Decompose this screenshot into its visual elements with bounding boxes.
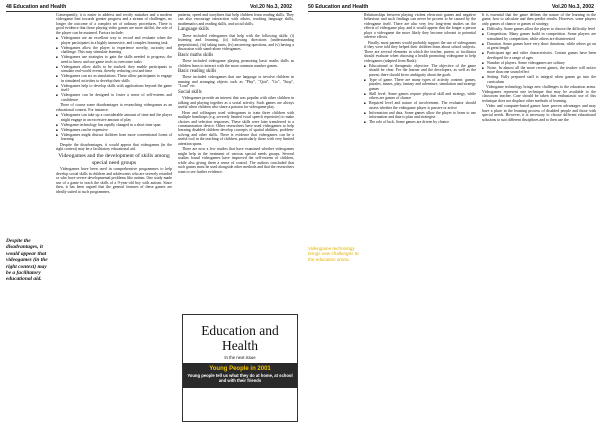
left-running-head (6, 4, 292, 12)
bullet-item: ■ Noise. In almost all the more recent games, the teacher will notice more than one sound effect (482, 66, 596, 75)
advert-subline: Young people tell us what they do at home, at school and with their friends (187, 373, 293, 383)
bullet-item: ■ Number of players. Some videogames are solitary (482, 61, 596, 65)
left-column-2 (178, 13, 294, 175)
paragraph: Despite the disadvantages, it would appear that videogames (in the right context) may be a facilitatory educational aid. (56, 142, 172, 152)
subheading: Language skills (178, 27, 209, 33)
bullet-item: ■ The role of luck. Some games are driven by chance (364, 120, 476, 124)
bullet-list (482, 27, 596, 84)
right-column-1 (364, 13, 476, 126)
bullet-item: ■ Videogames might distract children from more conventional forms of learning (56, 133, 172, 142)
paragraph: patterns, speed and storylines that help children learn reading skills. They can also encourage interaction with others, teaching language skills, mathematics and reading skills, and social skills. (178, 13, 294, 26)
paragraph: Videogame technology brings new challenges to the education arena. Videogames represent one technique that may be available to the classroom teacher. Care should be taken that enthusiastic use of this technique does not displace other methods of learning. (482, 85, 596, 103)
left-column-1 (56, 13, 172, 195)
subheading: Basic maths skills (178, 52, 214, 58)
paragraph: Consequently, it is easier to address and rectify mistakes and a modern videogame hint towards greater progress and a stream of challenges, no longer the outcome of a complex set of ordinary procedures. There is good evidence that those playing video games are more skilful, the role of the player can be assumed. Factors include: (56, 13, 172, 35)
advert-intro: In the next issue (224, 355, 256, 360)
paragraph: There are now a few studies that have examined whether videogames might help in the treatment of various special needs groups. Several studies found videogames have improved the self-esteem of children, while also giving them a sense of control. The authors concluded that such games must be used alongside other methods and that the researchers want to see further evidence. (178, 147, 294, 174)
bullet-item: ■ Videogames can be designed to foster a sense of self-esteem and confidence (56, 93, 172, 102)
bullet-item: ■ Skill level. Some games require physical skill and strategy, while others are games of chance (364, 92, 476, 101)
bullet-item: ■ Videogames can take up a considerable amount of time and the player might engage in an excessive amount of play (56, 113, 172, 122)
paragraph: Relationships between playing violent electronic games and negative behaviour and such findings can never be proven to be caused by the videogame itself. There are also very few long-term studies on the effects of videogame play, and it would appear that the longer a person plays a videogame the more likely they become tolerant to potential adverse effects. (364, 13, 476, 40)
bullet-item: ■ Participant age and other characteristics. Certain games have been developed for a range of ages (482, 51, 596, 60)
advert-headline: Young People in 2001 (209, 366, 271, 372)
bullet-item: ■ Videogames can act as simulations. These allow participants to engage in simulated activities to develop their skills (56, 74, 172, 83)
left-header-volume: Vol.20 No.3, 2002 (249, 4, 292, 10)
right-header-volume: Vol.20 No.3, 2002 (551, 4, 594, 10)
bullet-item: ■ Information and data. Some games allow the player to learn to use information and data to plan and strategise (364, 111, 476, 120)
bullet-item: ■ Type of game. There are many types of activity content: games, puzzles, mazes, play, fantasy and adventure, simulation and strategy games (364, 78, 476, 91)
right-running-head (308, 4, 594, 12)
bullet-item: ■ Videogames use strategies to gain the skills needed to progress; the need to know and use game tools to overcome tasks (56, 55, 172, 64)
bullet-item: ■ Setting. Fully prepared staff is integral when games go into the curriculum (482, 75, 596, 84)
bullet-item: ■ Competition. Many games build in competition. Some players are stimulated by competition, while others are disinterested (482, 32, 596, 41)
subheading: Social skills (178, 89, 202, 95)
left-pullquote: Despite the disadvantages, it would appear that videogames (in the right context) may be a facilitatory educational aid. (6, 238, 48, 283)
bullet-item: ■ Duration. Some games have very short durations, while others go on at great length (482, 42, 596, 51)
paragraph: It is essential that the game defines the nature of the learning in the game, how to calculate and then predict results. However, some players only games of chance or games of strategy. (482, 13, 596, 26)
bullet-item: ■ Difficulty. Some games allow the player to choose the difficulty level (482, 27, 596, 31)
bullet-item: ■ Videogames allow the player to experience novelty, curiosity and challenge. This may stimulate learning (56, 46, 172, 55)
right-column-2 (482, 13, 596, 123)
advert-title: Education and Health (201, 323, 279, 353)
paragraph: Horn and colleagues used videogames to train three children with multiple handicaps (e.g. severely limited vocal speech repertoire) to make choices and selection responses. These skills were later transferred to a communication device. Other researchers have used videogames to help learning disabled children develop concepts of spatial abilities, problem-solving and other skills. There is evidence that videogames can be a useful tool in the teaching of children, particularly those with very limited attention spans. (178, 110, 294, 146)
bullet-list (364, 64, 476, 125)
bullet-list (56, 113, 172, 142)
bullet-list (56, 36, 172, 102)
right-page (302, 0, 600, 424)
advert-band (183, 363, 297, 388)
paragraph: Finally, most parents would probably support the use of videogames if they were told they helped their children learn about school subjects. There are several elements in which the teacher, parent, or facilitator should evaluate when choosing a health promoting videogame to help videogames (adapted from Rusk): (364, 40, 476, 63)
paragraph: Videogames have been used in comprehensive programmes to help develop social skills in children and adolescents who are severely retarded or who have severe developmental problems like autism. One study made use of a game to teach the skills of a 9-year-old boy with autism. Since then, it has been argued that the general features of these games are ideally suited to such programmes. (56, 167, 172, 194)
paragraph: These included videogame playing promoting basic maths skills as children learn to interact with the more common number games. (178, 59, 294, 68)
bullet-item: ■ Educational or therapeutic objective. The objective of the game should be clear. For the learner and the developers, as well as the parent, there should be no ambiguity about the goals (364, 64, 476, 77)
paragraph: These included videogames that help with the following skills: (i) listening and learning, (ii) following directions (understanding prepositions), (iii) taking turns, (iv) answering questions, and (v) having a discussion with stand-alone videogames. (178, 33, 294, 52)
right-header-title: 50 Education and Health (308, 4, 369, 10)
section-heading: Videogames and the development of skills among special need groups (58, 153, 170, 166)
left-header-title: 48 Education and Health (6, 4, 67, 10)
paragraph: Video and computer-based games have proven advantages and may have a place in the learning process of disabled people and those with special needs. However, it is necessary to choose different educational solutions to suit different disciplines and to then use the (482, 104, 596, 122)
bullet-item: ■ Videogames allow skills to be tracked; they enable participants to simulate real-world events, thereby reducing cost and time (56, 65, 172, 74)
paragraph: These included videogames that use language or involve children in naming and arranging objects such as "Play", "Quit", "Go", "Stop", "Load" etc. (178, 75, 294, 89)
bullet-item: ■ Videogames can be expensive (56, 128, 172, 132)
bullet-item: ■ Required level and nature of involvement. The evaluator should assess whether the videogame player is passive or active (364, 101, 476, 110)
next-issue-advert (182, 314, 298, 422)
subheading: Basic reading skills (178, 68, 217, 74)
bullet-item: ■ Videogames help to develop skills with applications beyond the game itself (56, 84, 172, 93)
bullet-item: ■ Videogames are an excellent way to record and evaluate when the player participates in a highly immersive, and complex learning task (56, 36, 172, 45)
right-pullquote: Videogame technology brings new challenges to the education arena. (308, 246, 359, 262)
paragraph: There of course some disadvantages to researching videogames as an educational context. For instance: (56, 103, 172, 112)
bullet-item: ■ Videogame technology has rapidly changed in a short time span (56, 123, 172, 127)
paragraph: Videogames provide an interest that was popular with other children in talking and playing together as a social activity. Such games are always useful when children who share a passion for videogame play. (178, 96, 294, 110)
